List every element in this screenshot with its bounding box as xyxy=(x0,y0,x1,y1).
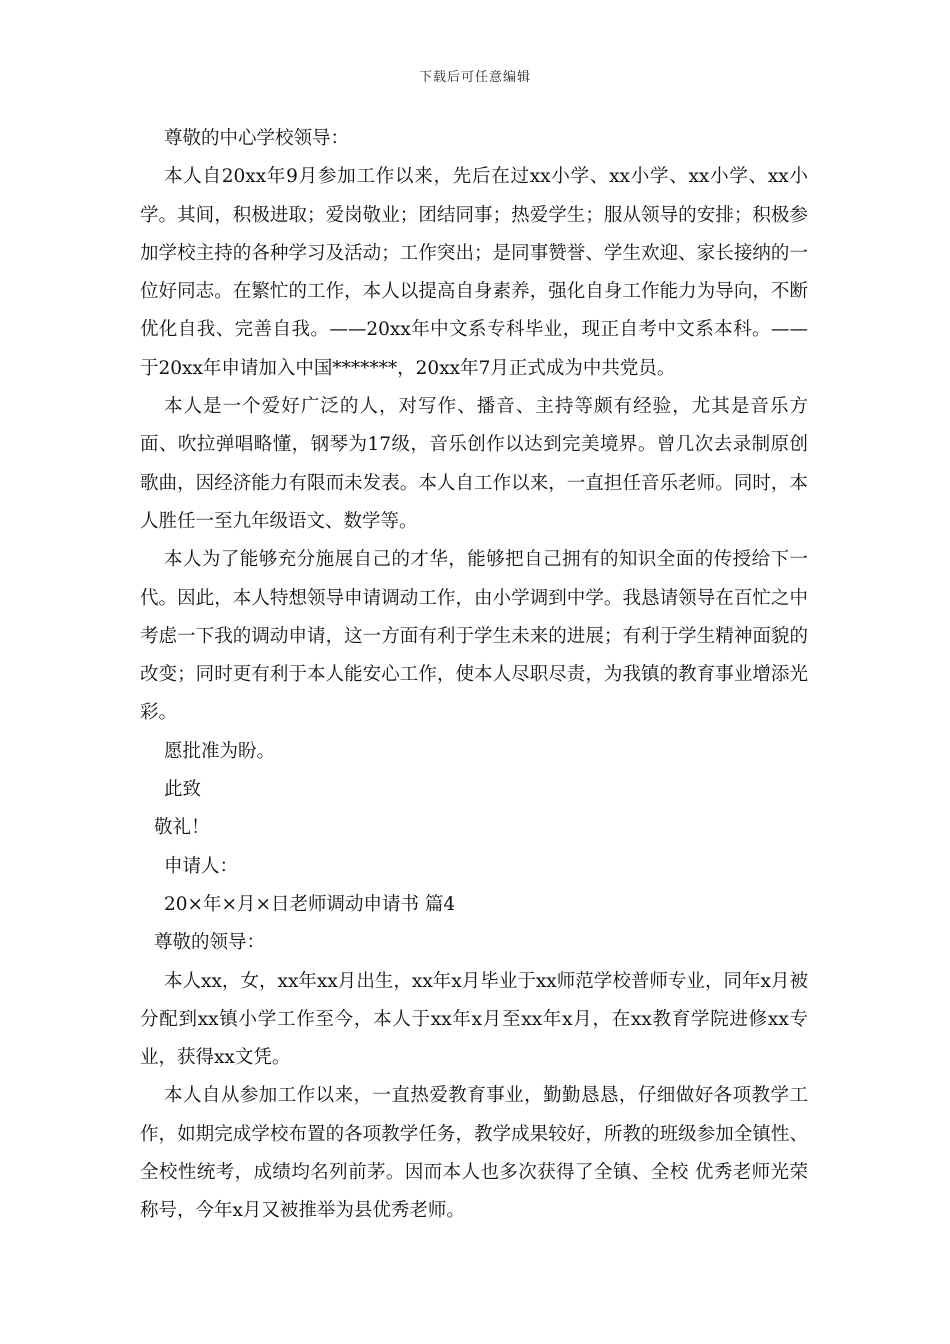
applicant-line: 申请人： xyxy=(164,855,239,877)
salutation: 尊敬的领导： xyxy=(154,932,266,954)
paragraph: 本人为了能够充分施展自己的才华，能够把自己拥有的知识全面的传授给下一代。因此，本人特想领导申请调动工作，由小学调到中学。我恳请领导在百忙之中考虑一下我的调动申请，这一方面有利于学生未来的进展；有利于学生精神面貌的改变；同时更有利于本人能安心工作，使本人尽职尽责，为我镇的教育事业增添光彩。 xyxy=(140,549,808,724)
page-header-note: 下载后可任意编辑 xyxy=(418,70,531,85)
closing-line: 愿批准为盼。 xyxy=(164,740,276,762)
closing-line: 敬礼！ xyxy=(154,817,210,839)
closing-line: 此致 xyxy=(164,779,202,801)
paragraph: 本人是一个爱好广泛的人，对写作、播音、主持等颇有经验，尤其是音乐方面、吹拉弹唱略懂，钢琴为17级，音乐创作以达到完美境界。曾几次去录制原创歌曲，因经济能力有限而未发表。本人自工作以来，一直担任音乐老师。同时，本人胜任一至九年级语文、数学等。 xyxy=(140,396,808,532)
paragraph: 本人xx，女，xx年xx月出生，xx年x月毕业于xx师范学校普师专业，同年x月被分配到xx镇小学工作至今，本人于xx年x月至xx年x月，在xx教育学院进修xx专业，获得xx文凭。 xyxy=(140,970,808,1069)
section-title: 20×年×月×日老师调动申请书 篇4 xyxy=(164,893,456,915)
paragraph: 本人自20xx年9月参加工作以来，先后在过xx小学、xx小学、xx小学、xx小学。其间，积极进取；爱岗敬业；团结同事；热爱学生；服从领导的安排；积极参加学校主持的各种学习及活动；工作突出；是同事赞誉、学生欢迎、家长接纳的一位好同志。在繁忙的工作，本人以提高自身素养，强化自身工作能力为导向，不断优化自我、完善自我。——20xx年中文系专科毕业，现正自考中文系本科。——于20xx年申请加入中国*******，20xx年7月正式成为中共党员。 xyxy=(140,166,808,379)
document-body xyxy=(140,120,808,1231)
salutation: 尊敬的中心学校领导： xyxy=(164,128,350,149)
paragraph: 本人自从参加工作以来，一直热爱教育事业，勤勤恳恳，仔细做好各项教学工作，如期完成学校布置的各项教学任务，教学成果较好，所教的班级参加全镇性、全校性统考，成绩均名列前茅。因而本人也多次获得了全镇、全校 优秀老师光荣称号，今年x月又被推举为县优秀老师。 xyxy=(140,1085,808,1222)
